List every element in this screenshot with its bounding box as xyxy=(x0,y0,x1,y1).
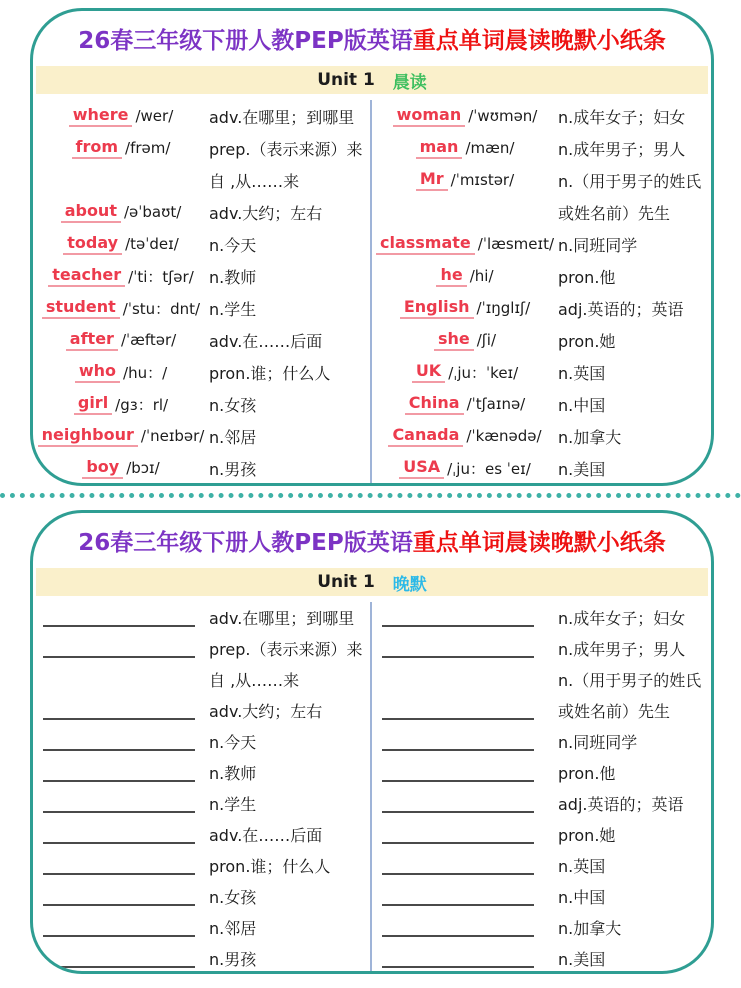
vocab-row xyxy=(372,420,711,452)
vocab-phonetic: /ˈstu：dnt/ xyxy=(122,299,201,318)
vocab-meaning: n.同班同学 xyxy=(558,235,638,255)
vocab-phonetic: /ˈæftər/ xyxy=(120,331,177,349)
vocab-column-left xyxy=(33,100,372,484)
vocab-phonetic: /təˈdeɪ/ xyxy=(125,235,179,253)
vocab-column-left xyxy=(33,602,372,974)
vocab-meaning: n.成年男子；男人 xyxy=(558,640,686,659)
word-cell xyxy=(33,265,209,287)
vocab-row xyxy=(372,292,711,324)
vocab-word: who xyxy=(75,361,120,383)
answer-blank xyxy=(43,822,195,844)
vocab-word: she xyxy=(434,329,474,351)
word-cell xyxy=(372,297,558,319)
vocab-meaning: 自 ,从……来 xyxy=(209,671,300,690)
vocab-word: girl xyxy=(74,393,112,415)
word-cell xyxy=(33,915,209,941)
answer-blank xyxy=(43,853,195,875)
vocab-meaning: n.男孩 xyxy=(209,459,257,479)
mode-label-reading: 晨读 xyxy=(392,72,427,93)
vocab-row xyxy=(372,324,711,356)
vocab-word: Mr xyxy=(416,169,448,191)
word-cell xyxy=(33,201,209,223)
dictation-panel xyxy=(30,510,714,974)
vocab-row xyxy=(33,881,370,912)
vocab-row xyxy=(372,912,711,943)
word-cell xyxy=(33,457,209,479)
vocab-row xyxy=(372,452,711,484)
vocab-column-right xyxy=(372,602,711,974)
vocab-row xyxy=(372,819,711,850)
vocab-phonetic: /ˈti：tʃər/ xyxy=(128,267,194,286)
vocab-meaning: 或姓名前）先生 xyxy=(558,702,671,721)
vocab-meaning: pron.他 xyxy=(558,764,616,783)
vocab-row xyxy=(33,228,370,260)
word-cell xyxy=(372,760,558,786)
vocab-phonetic: /bɔɪ/ xyxy=(126,459,160,477)
answer-blank xyxy=(43,729,195,751)
vocab-meaning: n.今天 xyxy=(209,733,257,752)
vocab-phonetic: /frəm/ xyxy=(125,139,171,157)
vocab-meaning: adv.大约；左右 xyxy=(209,203,323,223)
word-cell xyxy=(33,361,209,383)
word-cell xyxy=(33,329,209,351)
vocab-meaning: pron.她 xyxy=(558,331,616,351)
word-cell xyxy=(33,233,209,255)
unit-header-bar xyxy=(36,66,708,94)
answer-blank xyxy=(382,636,534,658)
vocab-phonetic: /ʃi/ xyxy=(476,331,497,349)
vocab-content xyxy=(33,100,711,484)
vocab-word: China xyxy=(405,393,464,415)
vocab-row xyxy=(33,132,370,164)
vocab-row xyxy=(372,100,711,132)
vocab-meaning: n.美国 xyxy=(558,459,606,479)
vocab-row xyxy=(372,356,711,388)
page-title xyxy=(33,26,711,56)
vocab-row xyxy=(372,757,711,788)
vocab-row xyxy=(372,164,711,196)
vocab-row xyxy=(372,388,711,420)
vocab-row xyxy=(33,420,370,452)
word-cell xyxy=(372,729,558,755)
vocab-word: where xyxy=(69,105,133,127)
vocab-phonetic: /hu：/ xyxy=(123,363,168,382)
vocab-meaning: n.男孩 xyxy=(209,950,257,969)
dotted-divider xyxy=(0,493,741,498)
word-cell xyxy=(33,760,209,786)
vocab-meaning: n.女孩 xyxy=(209,395,257,415)
vocab-meaning: n.今天 xyxy=(209,235,257,255)
word-cell xyxy=(372,605,558,631)
answer-blank xyxy=(43,791,195,813)
vocab-meaning: adv.大约；左右 xyxy=(209,702,323,721)
word-cell xyxy=(372,698,558,724)
vocab-phonetic: /ˈwʊmən/ xyxy=(468,107,538,125)
vocab-row xyxy=(33,356,370,388)
vocab-row xyxy=(372,788,711,819)
vocab-word: teacher xyxy=(48,265,125,287)
answer-blank xyxy=(43,698,195,720)
word-cell xyxy=(372,329,558,351)
word-cell xyxy=(372,265,558,287)
word-cell xyxy=(372,361,558,383)
vocab-meaning: n.邻居 xyxy=(209,919,257,938)
vocab-word: woman xyxy=(393,105,466,127)
vocab-row xyxy=(33,292,370,324)
vocab-meaning: n.英国 xyxy=(558,363,606,383)
page-title-subject: 重点单词晨读晚默小纸条 xyxy=(412,530,666,556)
answer-blank xyxy=(382,760,534,782)
vocab-word: he xyxy=(436,265,466,287)
vocab-meaning: n.（用于男子的姓氏 xyxy=(558,671,702,690)
answer-blank xyxy=(382,884,534,906)
vocab-row xyxy=(33,788,370,819)
word-cell xyxy=(33,946,209,972)
vocab-word: after xyxy=(66,329,118,351)
vocab-word: Canada xyxy=(388,425,463,447)
vocab-meaning: n.学生 xyxy=(209,299,257,319)
word-cell xyxy=(33,605,209,631)
answer-blank xyxy=(43,915,195,937)
vocab-meaning: pron.她 xyxy=(558,826,616,845)
word-cell xyxy=(372,393,558,415)
vocab-phonetic: /ˈneɪbər/ xyxy=(140,427,205,445)
vocab-meaning: n.成年男子；男人 xyxy=(558,139,686,159)
vocab-phonetic: /gɜ：rl/ xyxy=(115,395,169,414)
answer-blank xyxy=(43,636,195,658)
vocab-word: man xyxy=(416,137,463,159)
vocab-meaning: adj.英语的；英语 xyxy=(558,299,684,319)
word-cell xyxy=(33,105,209,127)
page-title-series: 26春三年级下册人教PEP版英语 xyxy=(78,28,413,54)
vocab-meaning: n.英国 xyxy=(558,857,606,876)
vocab-word: USA xyxy=(399,457,444,479)
vocab-row xyxy=(372,260,711,292)
vocab-meaning: prep.（表示来源）来 xyxy=(209,139,363,159)
answer-blank xyxy=(382,915,534,937)
vocab-row xyxy=(33,726,370,757)
vocab-row xyxy=(372,633,711,664)
vocab-row xyxy=(372,943,711,974)
vocab-row xyxy=(33,602,370,633)
vocab-meaning: n.加拿大 xyxy=(558,427,622,447)
answer-blank xyxy=(43,605,195,627)
word-cell xyxy=(372,822,558,848)
vocab-meaning: adv.在……后面 xyxy=(209,826,323,845)
vocab-phonetic: /mæn/ xyxy=(465,139,515,157)
vocab-phonetic: /ˌju：es ˈeɪ/ xyxy=(447,459,531,478)
vocab-meaning: n.成年女子；妇女 xyxy=(558,107,686,127)
vocab-meaning: prep.（表示来源）来 xyxy=(209,640,363,659)
word-cell xyxy=(33,729,209,755)
vocab-meaning: n.美国 xyxy=(558,950,606,969)
vocab-word: student xyxy=(42,297,120,319)
vocab-row xyxy=(33,664,370,695)
vocab-row xyxy=(33,452,370,484)
vocab-row xyxy=(372,228,711,260)
vocab-meaning: pron.谁；什么人 xyxy=(209,363,331,383)
vocab-row xyxy=(372,196,711,228)
vocab-word: boy xyxy=(82,457,123,479)
word-cell xyxy=(33,636,209,662)
vocab-word: about xyxy=(61,201,121,223)
word-cell xyxy=(372,853,558,879)
page-title-subject: 重点单词晨读晚默小纸条 xyxy=(412,28,666,54)
vocab-meaning: n.成年女子；妇女 xyxy=(558,609,686,628)
vocab-row xyxy=(33,695,370,726)
answer-blank xyxy=(382,853,534,875)
word-cell xyxy=(33,698,209,724)
word-cell xyxy=(33,297,209,319)
vocab-phonetic: /əˈbaʊt/ xyxy=(123,203,182,221)
vocab-meaning: adv.在哪里；到哪里 xyxy=(209,609,355,628)
word-cell xyxy=(33,393,209,415)
vocab-phonetic: /hi/ xyxy=(469,267,494,285)
vocab-row xyxy=(33,757,370,788)
vocab-word: English xyxy=(400,297,474,319)
word-cell xyxy=(33,822,209,848)
answer-blank xyxy=(43,760,195,782)
vocab-phonetic: /wer/ xyxy=(135,107,174,125)
unit-label: Unit 1 xyxy=(317,70,375,90)
word-cell xyxy=(372,457,558,479)
answer-blank xyxy=(382,822,534,844)
word-cell xyxy=(33,137,209,159)
answer-blank xyxy=(43,884,195,906)
vocab-phonetic: /ˈkænədə/ xyxy=(466,427,542,445)
answer-blank xyxy=(382,698,534,720)
answer-blank xyxy=(43,946,195,968)
word-cell xyxy=(33,791,209,817)
vocab-meaning: 或姓名前）先生 xyxy=(558,203,671,223)
vocab-column-right xyxy=(372,100,711,484)
vocab-row xyxy=(33,819,370,850)
page-title xyxy=(33,528,711,558)
vocab-row xyxy=(33,850,370,881)
vocab-phonetic: /ˈtʃaɪnə/ xyxy=(466,395,526,413)
unit-header-bar xyxy=(36,568,708,596)
word-cell xyxy=(372,233,558,255)
vocab-meaning: n.同班同学 xyxy=(558,733,638,752)
vocab-phonetic: /ˈɪŋglɪʃ/ xyxy=(476,299,531,317)
vocab-phonetic: /ˈmɪstər/ xyxy=(450,171,515,189)
word-cell xyxy=(372,884,558,910)
vocab-meaning: n.教师 xyxy=(209,764,257,783)
vocab-meaning: n.邻居 xyxy=(209,427,257,447)
word-cell xyxy=(372,137,558,159)
vocab-row xyxy=(33,100,370,132)
vocab-meaning: adv.在……后面 xyxy=(209,331,323,351)
vocab-meaning: pron.他 xyxy=(558,267,616,287)
vocab-meaning: n.女孩 xyxy=(209,888,257,907)
vocab-meaning: n.加拿大 xyxy=(558,919,622,938)
mode-label-dictation: 晚默 xyxy=(392,574,427,595)
answer-blank xyxy=(382,946,534,968)
vocab-word: today xyxy=(63,233,122,255)
word-cell xyxy=(372,915,558,941)
vocab-word: from xyxy=(72,137,123,159)
vocab-row xyxy=(33,943,370,974)
vocab-meaning: n.（用于男子的姓氏 xyxy=(558,171,702,191)
vocab-row xyxy=(372,881,711,912)
word-cell xyxy=(372,636,558,662)
word-cell xyxy=(33,425,209,447)
vocab-word: neighbour xyxy=(38,425,138,447)
vocab-row xyxy=(372,602,711,633)
vocab-meaning: adj.英语的；英语 xyxy=(558,795,684,814)
vocab-word: UK xyxy=(412,361,445,383)
vocab-row xyxy=(33,633,370,664)
word-cell xyxy=(372,946,558,972)
word-cell xyxy=(33,884,209,910)
vocab-row xyxy=(372,664,711,695)
vocab-meaning: adv.在哪里；到哪里 xyxy=(209,107,355,127)
vocab-meaning: n.中国 xyxy=(558,395,606,415)
vocab-row xyxy=(372,695,711,726)
vocab-row xyxy=(372,850,711,881)
vocab-meaning: n.学生 xyxy=(209,795,257,814)
vocab-phonetic: /ˈlæsmeɪt/ xyxy=(477,235,555,253)
vocab-meaning: n.教师 xyxy=(209,267,257,287)
answer-blank xyxy=(382,791,534,813)
vocab-meaning: n.中国 xyxy=(558,888,606,907)
vocab-row xyxy=(372,726,711,757)
word-cell xyxy=(372,169,558,191)
reading-panel xyxy=(30,8,714,486)
page-title-series: 26春三年级下册人教PEP版英语 xyxy=(78,530,413,556)
word-cell xyxy=(372,425,558,447)
vocab-word: classmate xyxy=(376,233,475,255)
vocab-row xyxy=(33,164,370,196)
vocab-phonetic: /ˌju：ˈkeɪ/ xyxy=(448,363,519,382)
vocab-row xyxy=(33,260,370,292)
vocab-meaning: pron.谁；什么人 xyxy=(209,857,331,876)
vocab-row xyxy=(33,388,370,420)
vocab-row xyxy=(33,324,370,356)
vocab-row xyxy=(33,912,370,943)
answer-blank xyxy=(382,729,534,751)
vocab-row xyxy=(372,132,711,164)
vocab-content xyxy=(33,602,711,974)
word-cell xyxy=(372,791,558,817)
vocab-meaning: 自 ,从……来 xyxy=(209,171,300,191)
unit-label: Unit 1 xyxy=(317,572,375,592)
answer-blank xyxy=(382,605,534,627)
vocab-row xyxy=(33,196,370,228)
word-cell xyxy=(33,853,209,879)
word-cell xyxy=(372,105,558,127)
